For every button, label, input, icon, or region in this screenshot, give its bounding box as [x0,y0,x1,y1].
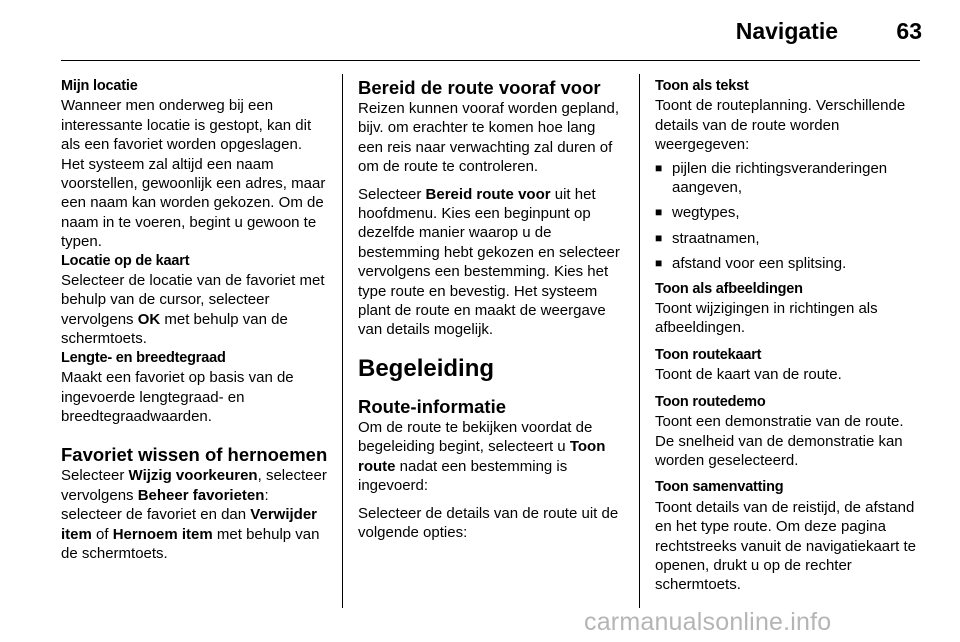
column-divider-1 [342,74,343,608]
toon-tekst-title: Toon als tekst [655,78,749,94]
route-info-heading: Route-informatie [358,395,506,417]
toon-samenvatting-text: Toont details van de reistijd, de afstand en het type route. Om deze pagina rechtstreeks vanuit de navigatiekaart te openen, drukt u op de rechter schermtoets. [655,498,916,594]
begeleiding-heading: Begeleiding [358,354,495,382]
wissen-heading: Favoriet wissen of hernoemen [61,444,328,466]
list-item: ■ pijlen die richtingsveranderingen aangeven, [655,159,922,198]
column-right [655,77,922,603]
route-info-p1: Om de route te bekijken voordat de begeleiding begint, selecteert u Toon route nadat een bestemming is ingevoerd: [358,418,606,495]
column-middle [358,77,624,550]
mijn-locatie-title: Mijn locatie [61,78,138,94]
column-left [61,77,328,571]
toon-afbeeldingen-title: Toon als afbeeldingen [655,280,803,297]
mijn-locatie-text: Wanneer men onderweg bij een interessante locatie is gestopt, kan dit als een favoriet worden opgeslagen. Het systeem zal altijd een naam voorstellen, gewoonlijk een adres, maar een naam kan worden gekozen. Om de naam in te voeren, begint u gewoon te typen. [61,97,326,251]
list-item: ■ afstand voor een splitsing. [655,254,922,273]
page-title: Navigatie [735,18,838,44]
toon-routedemo-text: Toont een demonstratie van de route. De snelheid van de demonstratie kan worden geselecteerd. [655,413,904,469]
watermark: carmanualsonline.info [584,608,832,636]
toon-tekst-text: Toont de routeplanning. Verschillende details van de route worden weergegeven: [655,97,906,154]
header-rule [61,60,920,61]
list-item: ■ straatnamen, [655,229,922,248]
toon-routedemo-title: Toon routedemo [655,393,766,410]
lengte-title: Lengte- en breedtegraad [61,349,226,366]
column-divider-2 [639,74,640,608]
bereid-heading: Bereid de route vooraf voor [358,77,601,98]
bereid-p1: Reizen kunnen vooraf worden gepland, bijv. om erachter te komen hoe lang een reis naar verwachting zal duren of om de route te controleren. [358,100,620,176]
toon-routekaart-title: Toon routekaart [655,346,762,363]
kaart-locatie-text: Selecteer de locatie van de favoriet met behulp van de cursor, selecteer vervolgens OK met behulp van de schermtoets. [61,272,325,348]
wissen-text: Selecteer Wijzig voorkeuren, selecteer vervolgens Beheer favorieten: selecteer de favoriet en dan Verwijder item of Hernoem item met behulp van de schermtoets. [61,467,327,562]
kaart-locatie-title: Locatie op de kaart [61,252,190,269]
toon-samenvatting-title: Toon samenvatting [655,479,784,496]
page-number: 63 [896,18,922,44]
toon-afbeeldingen-text: Toont wijzigingen in richtingen als afbeeldingen. [655,300,878,337]
bereid-p2: Selecteer Bereid route voor uit het hoofdmenu. Kies een beginpunt op dezelfde manier waarop u de bestemming hebt gekozen en selecteer vervolgens een bestemming. Kies het type route en bevestig. Het systeem plant de route en maakt de weergave van details mogelijk. [358,185,620,339]
toon-routekaart-text: Toont de kaart van de route. [655,366,842,384]
list-item: ■ wegtypes, [655,203,922,222]
route-info-p2: Selecteer de details van de route uit de volgende opties: [358,504,619,541]
lengte-text: Maakt een favoriet op basis van de ingevoerde lengtegraad- en breedtegraadwaarden. [61,369,294,425]
